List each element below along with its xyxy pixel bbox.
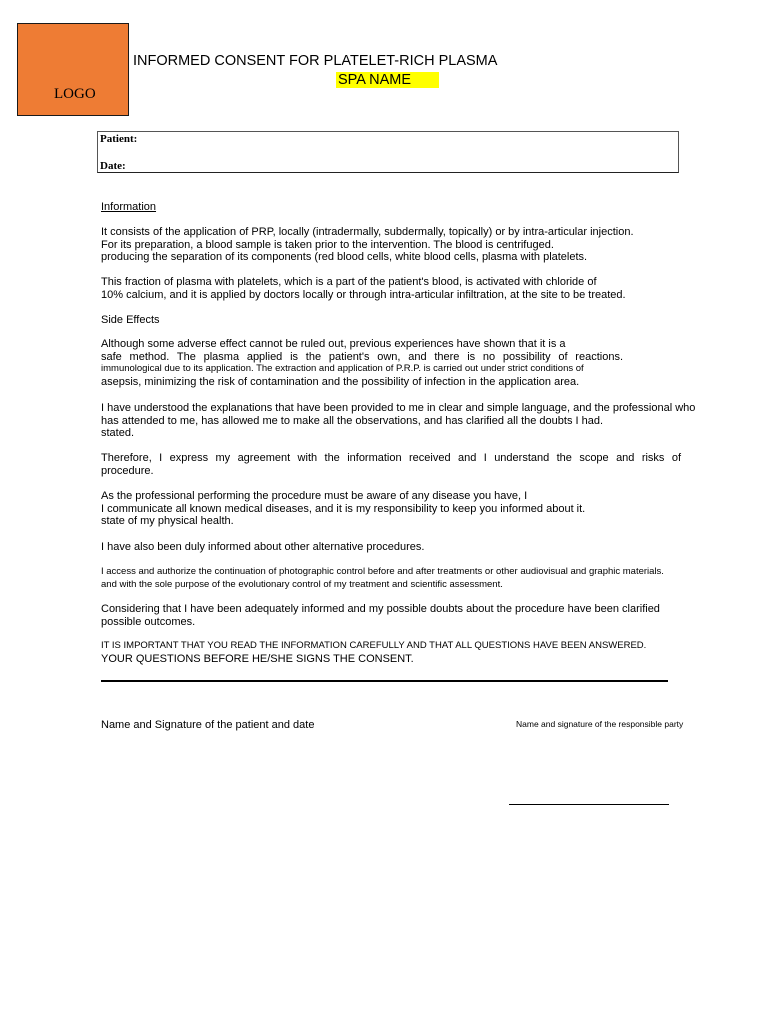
text-line: and with the sole purpose of the evolutionary control of my treatment and scientific assessment.	[101, 578, 503, 590]
text-line: state of my physical health.	[101, 515, 234, 528]
responsible-signature-label: Name and signature of the responsible party	[516, 719, 684, 729]
text-line: Considering that I have been adequately informed and my possible doubts about the procedure have been clarified	[101, 603, 660, 615]
text-line: I have understood the explanations that have been provided to me in clear and simple language, and the professional who	[101, 402, 696, 414]
paragraph-considering	[101, 603, 660, 628]
text-line: For its preparation, a blood sample is taken prior to the intervention. The blood is centrifuged.	[101, 238, 554, 251]
paragraph-activation	[101, 276, 626, 301]
paragraph-alternatives: I have also been duly informed about other alternative procedures.	[101, 541, 425, 553]
important-notice: IT IS IMPORTANT THAT YOU READ THE INFORMATION CAREFULLY AND THAT ALL QUESTIONS HAVE BEEN ANSWERED.	[101, 640, 647, 651]
paragraph-agreement	[101, 452, 681, 477]
document-title: INFORMED CONSENT FOR PLATELET-RICH PLASMA	[133, 53, 498, 69]
patient-label: Patient:	[100, 133, 138, 145]
text-line: producing the separation of its components (red blood cells, white blood cells, plasma with platelets.	[101, 251, 588, 264]
paragraph-understood	[101, 402, 695, 440]
text-line: Therefore, I express my agreement with the information received and I understand the scope and risks of	[101, 452, 681, 464]
text-line: asepsis, minimizing the risk of contamination and the possibility of infection in the application area.	[101, 375, 580, 388]
date-label: Date:	[100, 160, 126, 172]
text-line: safe method. The plasma applied is the patient's own, and there is no possibility of reactions.	[101, 350, 623, 363]
separator-line	[101, 680, 668, 682]
text-line: Although some adverse effect cannot be ruled out, previous experiences have shown that it is a	[101, 338, 566, 350]
text-line: stated.	[101, 427, 135, 440]
paragraph-photographic	[101, 566, 664, 591]
questions-notice: YOUR QUESTIONS BEFORE HE/SHE SIGNS THE CONSENT.	[101, 653, 414, 665]
text-line: possible outcomes.	[101, 615, 196, 628]
text-line: As the professional performing the procedure must be aware of any disease you have, I	[101, 490, 528, 502]
spa-name: SPA NAME	[338, 72, 412, 88]
text-line: has attended to me, has allowed me to make all the observations, and has clarified all the doubts I had.	[101, 414, 604, 427]
paragraph-application	[101, 226, 634, 264]
signature-line	[509, 804, 669, 805]
text-line: I access and authorize the continuation of photographic control before and after treatments or other audiovisual and graphic materials.	[101, 566, 664, 577]
side-effects-heading: Side Effects	[101, 314, 160, 326]
spa-name-highlight	[336, 72, 439, 88]
paragraph-side-effects	[101, 338, 623, 388]
text-line: 10% calcium, and it is applied by doctors locally or through intra-articular infiltration, at the site to be treated.	[101, 288, 626, 301]
patient-signature-label: Name and Signature of the patient and date	[101, 719, 315, 731]
patient-info-box	[97, 131, 679, 173]
text-line: It consists of the application of PRP, locally (intradermally, subdermally, topically) or by intra-articular injection.	[101, 226, 634, 238]
text-line: I communicate all known medical diseases, and it is my responsibility to keep you informed about it.	[101, 502, 586, 515]
text-line: immunological due to its application. The extraction and application of P.R.P. is carried out under strict conditions of	[101, 363, 584, 375]
information-heading: Information	[101, 201, 157, 213]
text-line: procedure.	[101, 464, 154, 477]
paragraph-diseases	[101, 490, 585, 528]
logo-text: LOGO	[54, 86, 96, 102]
text-line: This fraction of plasma with platelets, which is a part of the patient's blood, is activated with chloride of	[101, 276, 597, 288]
